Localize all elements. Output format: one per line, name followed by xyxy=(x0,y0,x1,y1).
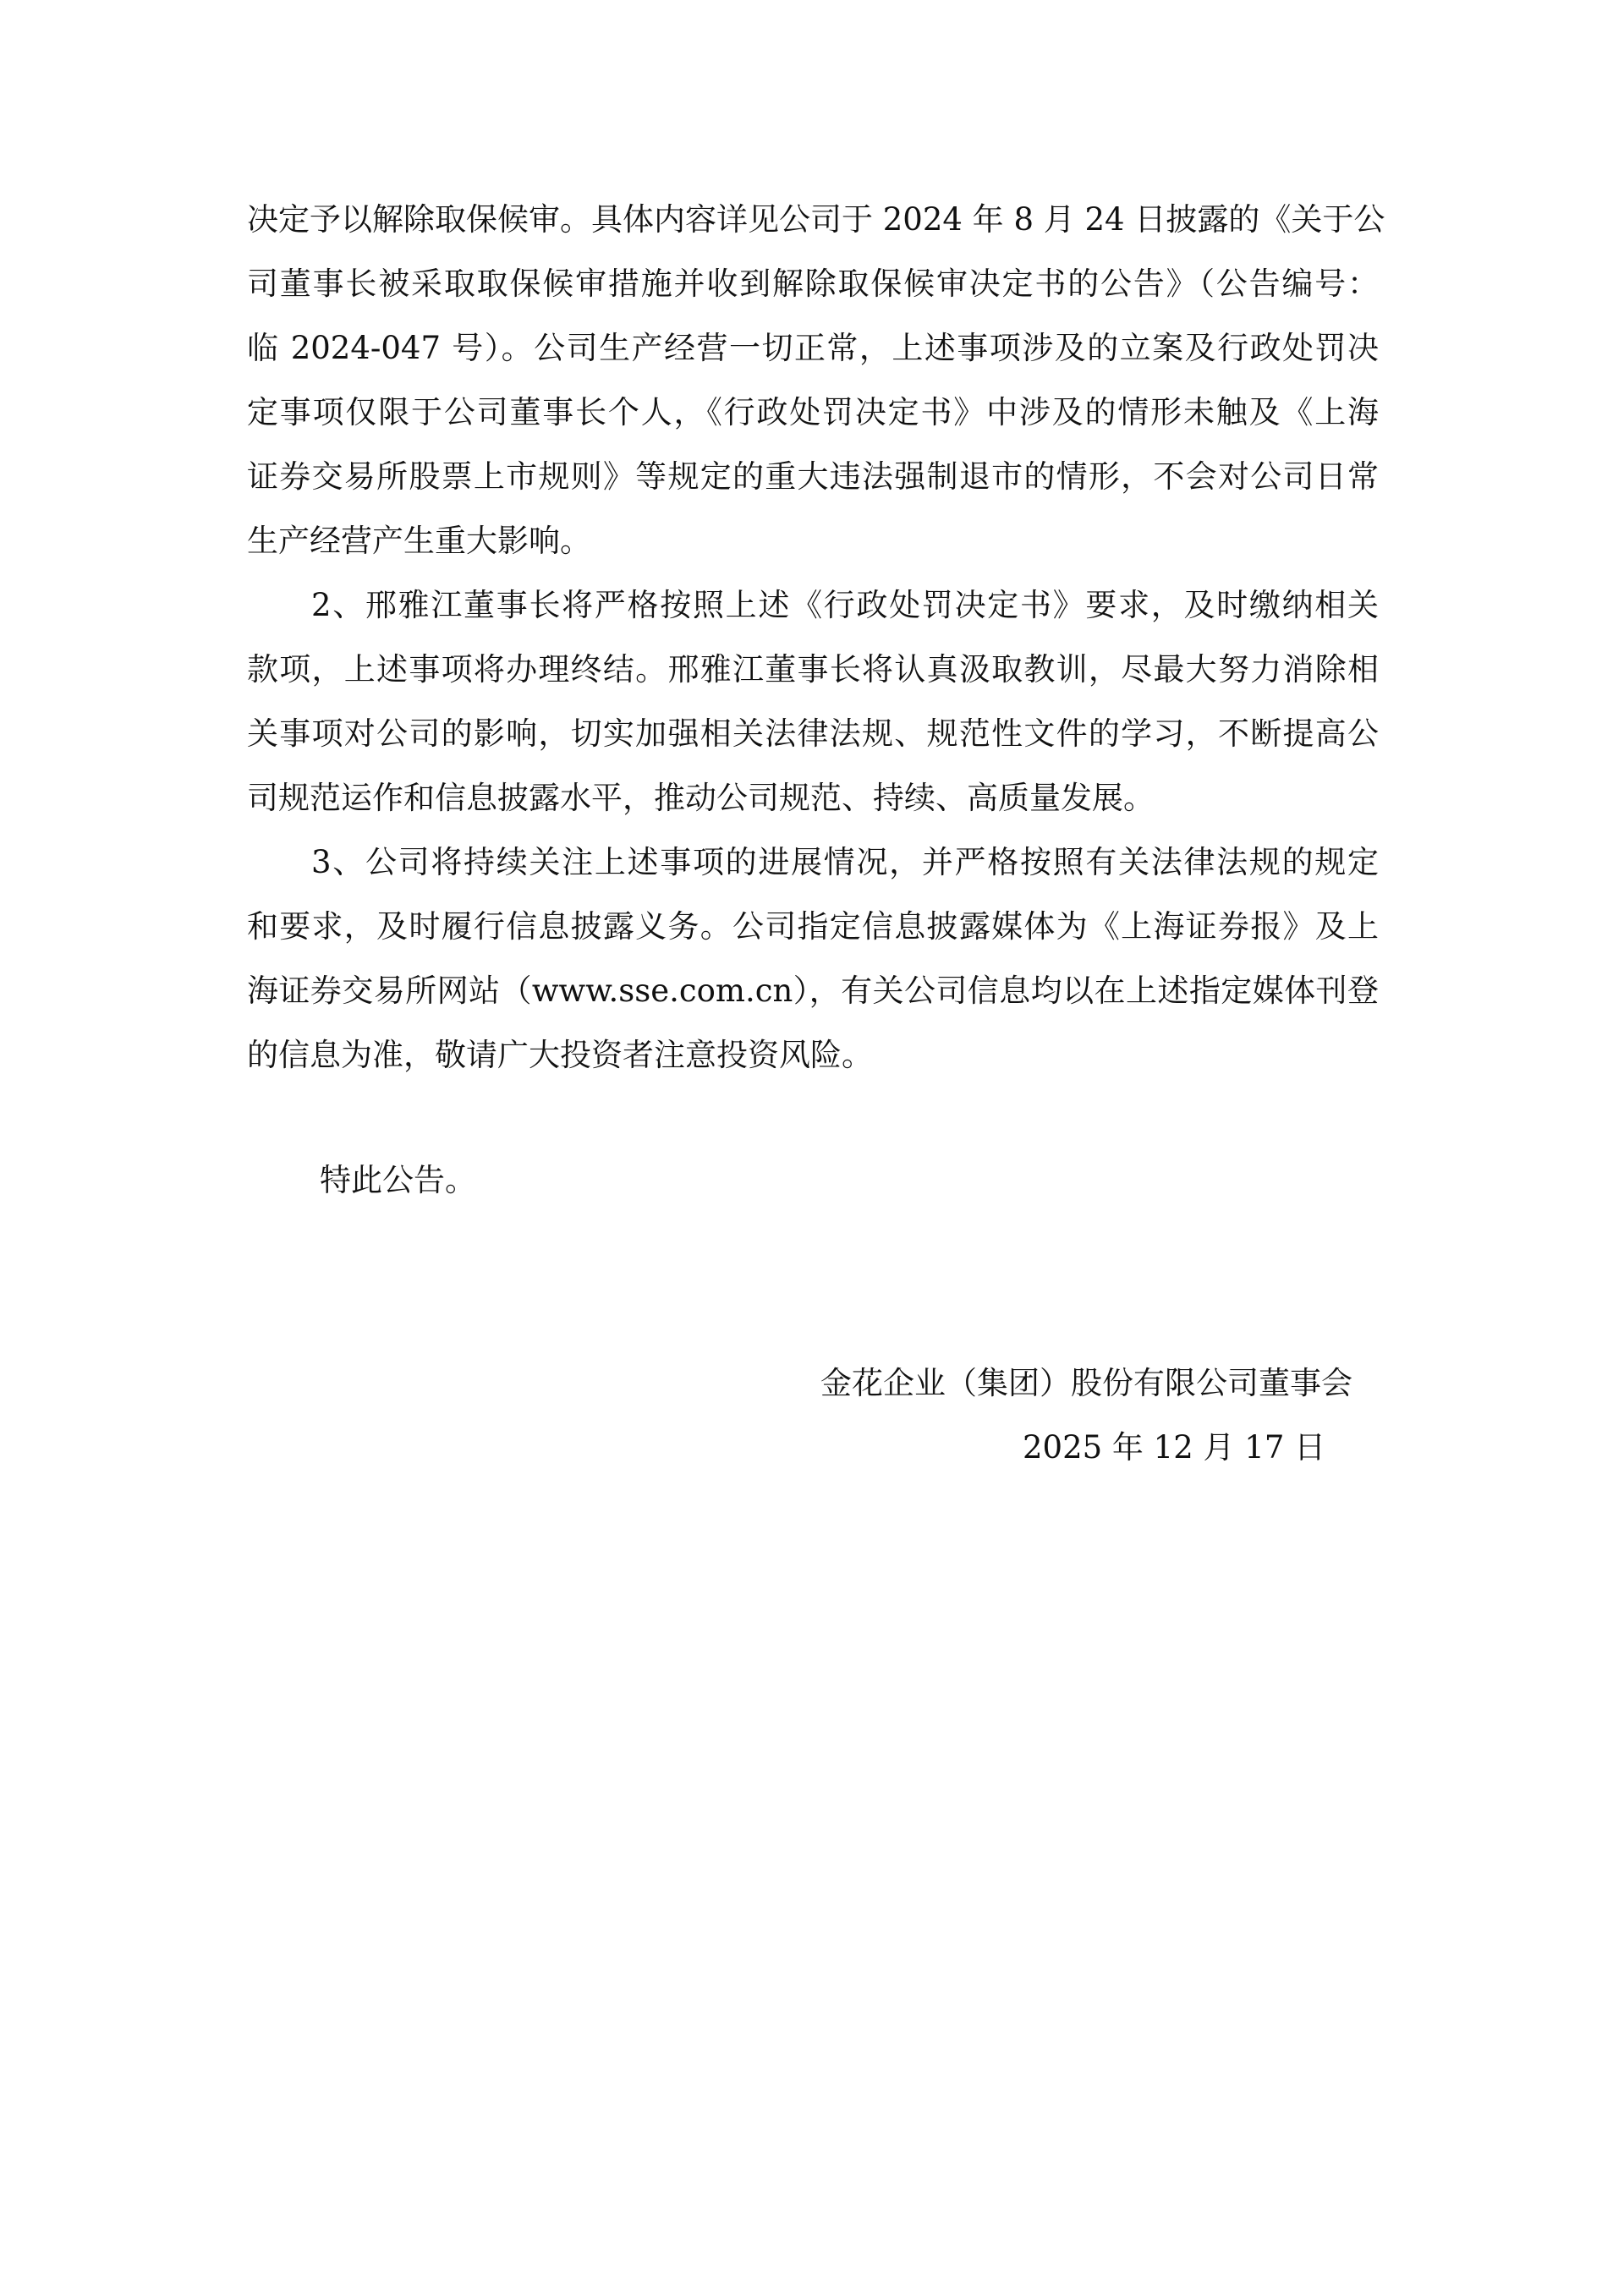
text-line: 关事项对公司的影响，切实加强相关法律法规、规范性文件的学习，不断提高公 xyxy=(247,715,1379,752)
text-line: 2、邢雅江董事长将严格按照上述《行政处罚决定书》要求，及时缴纳相关 xyxy=(311,587,1379,623)
paragraph-item-3 xyxy=(247,830,1379,1088)
text-line: 和要求，及时履行信息披露义务。公司指定信息披露媒体为《上海证券报》及上 xyxy=(247,908,1379,945)
text-line: 临 2024-047 号）。公司生产经营一切正常，上述事项涉及的立案及行政处罚决 xyxy=(247,330,1379,366)
signature-date: 2025 年 12 月 17 日 xyxy=(1023,1429,1326,1466)
text-line: 司董事长被采取取保候审措施并收到解除取保候审决定书的公告》（公告编号： xyxy=(247,266,1379,302)
paragraph-item-2 xyxy=(247,573,1379,830)
text-line: 3、公司将持续关注上述事项的进展情况，并严格按照有关法律法规的规定 xyxy=(311,844,1379,880)
paragraph-continuation xyxy=(247,188,1385,573)
text-line: 证券交易所股票上市规则》等规定的重大违法强制退市的情形，不会对公司日常 xyxy=(247,458,1379,495)
text-line: 定事项仅限于公司董事长个人，《行政处罚决定书》中涉及的情形未触及《上海 xyxy=(247,394,1379,430)
signature-board: 金花企业（集团）股份有限公司董事会 xyxy=(820,1365,1352,1401)
closing-statement: 特此公告。 xyxy=(320,1162,476,1198)
text-line: 款项，上述事项将办理终结。邢雅江董事长将认真汲取教训，尽最大努力消除相 xyxy=(247,651,1379,688)
text-line: 的信息为准，敬请广大投资者注意投资风险。 xyxy=(247,1037,873,1073)
text-line: 海证券交易所网站（www.sse.com.cn），有关公司信息均以在上述指定媒体刊登 xyxy=(247,973,1379,1009)
announcement-body xyxy=(247,188,1385,1088)
text-line: 司规范运作和信息披露水平，推动公司规范、持续、高质量发展。 xyxy=(247,780,1155,816)
text-line: 生产经营产生重大影响。 xyxy=(247,523,591,559)
text-line: 决定予以解除取保候审。具体内容详见公司于 2024 年 8 月 24 日披露的《关于公 xyxy=(247,201,1385,238)
